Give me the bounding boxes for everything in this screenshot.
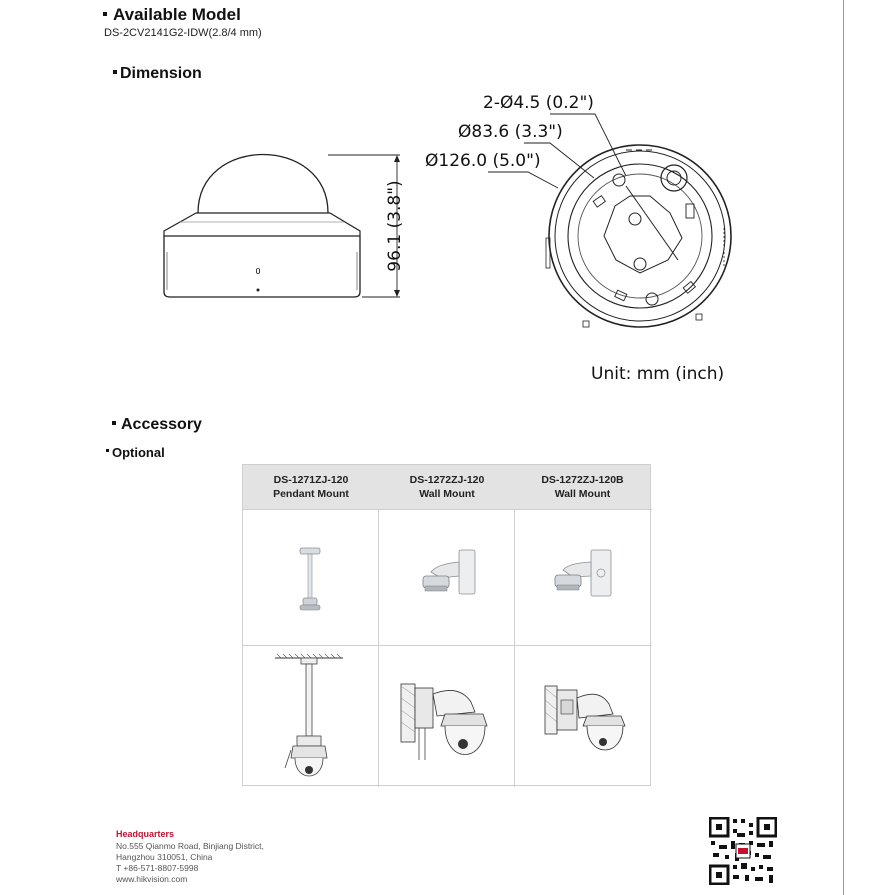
dimension-heading-text: Dimension bbox=[120, 65, 202, 82]
accessory-header-pendant-mount bbox=[243, 465, 379, 509]
phone-number: T +86-571-8807-5998 bbox=[116, 863, 199, 873]
unit-note: Unit: mm (inch) bbox=[591, 364, 725, 384]
accessory-header-wall-mount bbox=[379, 465, 515, 509]
inner-plate-circle bbox=[578, 174, 702, 298]
bullet-square-icon bbox=[112, 421, 116, 425]
headquarters-title: Headquarters bbox=[116, 829, 175, 839]
dome-zero-label: 0 bbox=[255, 267, 261, 276]
brand-logo-icon bbox=[738, 848, 748, 854]
accessory-model: DS-1272ZJ-120B bbox=[541, 474, 624, 486]
mount-plate-circle bbox=[568, 164, 712, 308]
screw-hole-icon bbox=[613, 174, 625, 186]
camera-side-view-drawing bbox=[150, 140, 420, 310]
accessory-name: Pendant Mount bbox=[273, 488, 349, 500]
trim-ring-outline bbox=[164, 213, 360, 236]
wall-mount-b-installation-drawing bbox=[515, 646, 650, 786]
bullet-square-icon bbox=[103, 12, 107, 16]
outer-ring bbox=[549, 145, 731, 327]
accessory-table bbox=[242, 464, 651, 786]
clip-tab bbox=[615, 290, 627, 301]
pendant-mount-product-image bbox=[243, 510, 378, 645]
center-cutout bbox=[604, 196, 682, 273]
indicator-dot bbox=[257, 289, 260, 292]
keyhole-icon bbox=[634, 258, 646, 270]
hole-dimension-label: 2-Ø4.5 (0.2") bbox=[483, 93, 594, 113]
arrow-down-icon bbox=[394, 290, 400, 297]
camera-bottom-view-drawing bbox=[420, 88, 750, 348]
accessory-model: DS-1271ZJ-120 bbox=[273, 474, 349, 486]
outer-tab bbox=[696, 314, 702, 320]
available-model-heading-text: Available Model bbox=[113, 5, 241, 24]
outer-diameter-label: Ø126.0 (5.0") bbox=[425, 151, 541, 171]
bullet-square-icon bbox=[106, 449, 109, 452]
accessory-heading-text: Accessory bbox=[121, 416, 202, 433]
outer-tab bbox=[583, 321, 589, 327]
clip-tab bbox=[686, 204, 694, 218]
outer-ring-inner-edge bbox=[555, 151, 725, 321]
base-body-outline bbox=[164, 236, 360, 297]
dimension-heading bbox=[113, 65, 202, 83]
accessory-name: Wall Mount bbox=[554, 488, 611, 500]
optional-label-text: Optional bbox=[112, 445, 165, 460]
accessory-name: Wall Mount bbox=[419, 488, 475, 500]
wall-mount-b-product-image bbox=[515, 510, 650, 645]
page-right-rule bbox=[843, 0, 844, 895]
wall-mount-installation-drawing bbox=[379, 646, 514, 786]
outer-diameter-leader-line bbox=[488, 172, 558, 188]
dome-outline bbox=[198, 155, 328, 214]
bullet-square-icon bbox=[113, 70, 117, 74]
keyhole-icon bbox=[629, 213, 641, 225]
qr-code-icon bbox=[709, 817, 777, 885]
optional-label bbox=[106, 445, 165, 460]
accessory-model: DS-1272ZJ-120 bbox=[409, 474, 485, 486]
accessory-header-wall-mount-b bbox=[515, 465, 650, 509]
clip-tab bbox=[593, 196, 605, 207]
arrow-up-icon bbox=[394, 155, 400, 162]
address-line-2: Hangzhou 310051, China bbox=[116, 852, 213, 862]
inner-diameter-label: Ø83.6 (3.3") bbox=[458, 122, 563, 142]
model-number: DS-2CV2141G2-IDW(2.8/4 mm) bbox=[104, 27, 262, 39]
wall-mount-product-image bbox=[379, 510, 514, 645]
screw-hole-icon bbox=[646, 293, 658, 305]
pendant-mount-installation-drawing bbox=[243, 646, 378, 786]
address-line-1: No.555 Qianmo Road, Binjiang District, bbox=[116, 841, 264, 851]
available-model-heading bbox=[103, 5, 241, 25]
height-dimension-label: 96.1 (3.8") bbox=[385, 180, 405, 272]
accessory-heading bbox=[112, 416, 202, 434]
website-link[interactable]: www.hikvision.com bbox=[116, 874, 188, 884]
